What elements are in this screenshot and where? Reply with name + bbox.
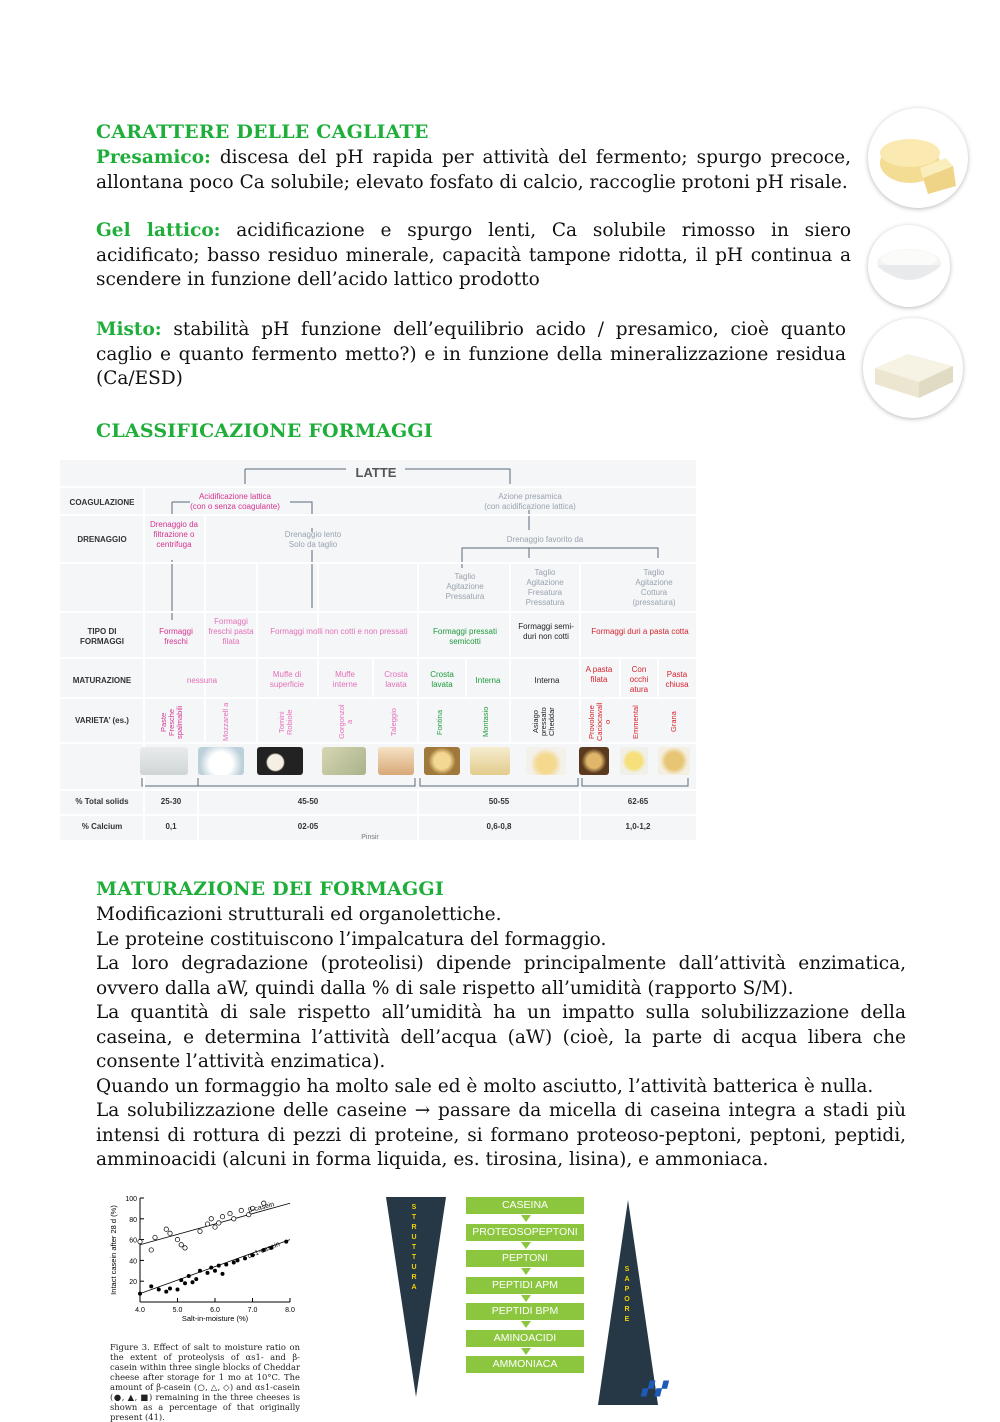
beta-casein-point xyxy=(213,1225,217,1229)
thumb-montasio xyxy=(470,747,510,775)
step-arrow xyxy=(521,1348,531,1355)
step-peptidi-apm: PEPTIDI APM xyxy=(466,1277,584,1294)
row-label-drenaggio: DRENAGGIO xyxy=(77,535,127,544)
step-arrow xyxy=(521,1295,531,1302)
section-title-classificazione: CLASSIFICAZIONE FORMAGGI xyxy=(96,420,433,442)
matur-interna-1: Interna xyxy=(475,676,501,685)
alpha-casein-point xyxy=(164,1290,168,1294)
latte-label: LATTE xyxy=(355,465,397,480)
alpha-casein-point xyxy=(284,1240,288,1244)
beta-casein-point xyxy=(183,1246,187,1250)
maturazione-line-3: La loro degradazione (proteolisi) dipende principalmente dall’attività enzimatica, ovvero dalla aW, quindi dalla % di sale rispetto all’umidità (rapporto S/M). xyxy=(96,953,906,999)
step-arrow xyxy=(521,1242,531,1249)
maturazione-line-6: La solubilizzazione delle caseine → passare da micella di caseina integra a stadi più intensi di rottura di pezzi di proteine, si formano proteoso-peptoni, peptoni, peptidi, amminoacidi (alcuni in forma liquida, es. tirosina, lisina), e ammoniaca. xyxy=(96,1100,906,1170)
paragraph-misto xyxy=(96,318,846,392)
alpha-casein-point xyxy=(221,1272,225,1276)
text-presamico: discesa del pH rapida per attività del fermento; spurgo precoce, allontana poco Ca solubile; elevato fosfato di calcio, raccoglie protoni pH risale. xyxy=(96,147,851,193)
label-gel-lattico: Gel lattico: xyxy=(96,220,221,241)
varieta-emmental: Emmental xyxy=(631,705,640,739)
maturazione-text xyxy=(96,903,906,1173)
chart-caption: Figure 3. Effect of salt to moisture ratio on the extent of proteolysis of αs1- and β-casein within three single blocks of Cheddar cheese after storage for 1 mo at 10°C. The amount of β-casein (○, △, ◇) and αs1-casein (●, ▲, ■) remaining in the three cheeses is shown as a percentage of that originally present (41). xyxy=(110,1342,300,1422)
classification-table xyxy=(60,460,696,840)
process-1: Taglio Agitazione Pressatura xyxy=(445,572,485,601)
matur-muffe-superficie: Muffe di superficie xyxy=(269,670,305,689)
matur-muffe-interne: Muffe interne xyxy=(332,670,358,689)
step-ammoniaca: AMMONIACA xyxy=(466,1356,584,1373)
ricotta-bowl-image xyxy=(868,225,950,307)
maturazione-line-2: Le proteine costituiscono l’impalcatura del formaggio. xyxy=(96,928,607,950)
label-misto: Misto: xyxy=(96,319,162,340)
alpha-casein-point xyxy=(243,1256,247,1260)
beta-casein-label: β-casein xyxy=(247,1201,276,1215)
calcium-1: 0,1 xyxy=(165,822,177,831)
matur-crosta-lavata-2: Crosta lavata xyxy=(430,670,454,689)
matur-interna-2: Interna xyxy=(534,676,560,685)
y-tick-label: 40 xyxy=(129,1258,137,1266)
maturazione-line-1: Modificazioni strutturali ed organolettiche. xyxy=(96,904,502,925)
alpha-casein-point xyxy=(213,1269,217,1273)
coag-rennet-label: Azione presamica (con acidificazione lattica) xyxy=(484,492,576,511)
process-2: Taglio Agitazione Fresatura Pressatura xyxy=(525,568,565,607)
beta-casein-point xyxy=(220,1215,224,1219)
step-caseina: CASEINA xyxy=(466,1197,584,1214)
dren-lento-label: Drenaggio lento Solo da taglio xyxy=(284,530,342,549)
row-label-calcium: % Calcium xyxy=(81,822,123,831)
row-label-total-solids: % Total solids xyxy=(75,797,129,806)
alpha-casein-point xyxy=(176,1288,180,1292)
matur-crosta-lavata-1: Crosta lavata xyxy=(384,670,408,689)
text-misto: stabilità pH funzione dell’equilibrio acido / presamico, cioè quanto caglio e quanto fermento metto?) e in funzione della mineralizzazione residua (Ca/ESD) xyxy=(96,319,846,389)
solids-4: 62-65 xyxy=(627,797,649,806)
varieta-grana: Grana xyxy=(669,711,678,733)
beta-casein-point xyxy=(198,1229,202,1233)
x-tick-label: 5.0 xyxy=(172,1307,183,1314)
beta-casein-point xyxy=(205,1222,209,1226)
matur-nessuna: nessuna xyxy=(186,676,218,685)
row-label-coagulazione: COAGULAZIONE xyxy=(69,498,135,507)
dren-fav-label: Drenaggio favorito da xyxy=(506,535,584,544)
chart-svg xyxy=(106,1190,306,1340)
section-title-cagliate: CARATTERE DELLE CAGLIATE xyxy=(96,121,429,143)
beta-casein-point xyxy=(239,1208,243,1212)
row-label-tipo: TIPO DI FORMAGGI xyxy=(80,627,124,646)
step-arrow xyxy=(521,1321,531,1328)
beta-casein-point xyxy=(209,1217,213,1221)
matur-pasta-chiusa: Pasta chiusa xyxy=(665,670,689,689)
y-tick-label: 60 xyxy=(129,1237,137,1245)
beta-casein-point xyxy=(138,1239,142,1243)
beta-casein-point xyxy=(164,1227,168,1231)
y-tick-label: 20 xyxy=(129,1279,137,1287)
thumb-emmental xyxy=(620,747,648,775)
matur-occhi: Con occhi atura xyxy=(629,665,649,694)
tipo-pasta-filata: Formaggi freschi pasta filata xyxy=(208,617,254,646)
solids-3: 50-55 xyxy=(488,797,510,806)
alpha-casein-point xyxy=(191,1280,195,1284)
y-tick-label: 80 xyxy=(129,1216,137,1224)
varieta-mozzarella: Mozzarell a xyxy=(221,702,230,742)
step-arrow xyxy=(521,1268,531,1275)
maturazione-line-5: Quando un formaggio ha molto sale ed è molto asciutto, l’attività batterica è nulla. xyxy=(96,1075,874,1097)
varieta-gorgonzola: Gorgonzol a xyxy=(337,704,354,740)
varieta-fontina: Fontina xyxy=(435,709,444,735)
paragraph-presamico xyxy=(96,146,851,195)
beta-casein-point xyxy=(168,1231,172,1235)
tofu-block-image xyxy=(863,318,963,418)
classification-connectors xyxy=(60,460,696,840)
thumb-tomini xyxy=(257,747,303,775)
row-label-varieta: VARIETA’ (es.) xyxy=(75,716,129,725)
label-presamico: Presamico: xyxy=(96,147,211,168)
row-label-maturazione: MATURAZIONE xyxy=(72,676,132,685)
process-3: Taglio Agitazione Cottura (pressatura) xyxy=(632,568,676,607)
section-title-maturazione: MATURAZIONE DEI FORMAGGI xyxy=(96,878,444,900)
step-arrow xyxy=(521,1215,531,1222)
y-tick-label: 100 xyxy=(125,1196,137,1203)
alpha-casein-point xyxy=(198,1269,202,1273)
alpha-casein-label: αs1-casein xyxy=(246,1240,282,1261)
alpha-casein-point xyxy=(232,1260,236,1264)
tipo-semiduri: Formaggi semi-duri non cotti xyxy=(518,622,574,641)
step-peptoni: PEPTONI xyxy=(466,1250,584,1267)
varieta-asiago: Asiago pressato Cheddar xyxy=(531,707,556,737)
maturazione-line-4: La quantità di sale rispetto all’umidità ha un impatto sulla solubilizzazione della caseina, e determina l’attività dell’acqua (aW) (cioè, la parte di acqua libera che consente l’attività enzimatica). xyxy=(96,1002,906,1072)
alpha-casein-point xyxy=(224,1263,228,1267)
calcium-3: 0,6-0,8 xyxy=(486,822,512,831)
thumb-provolone xyxy=(579,747,609,775)
calcium-4: 1,0-1,2 xyxy=(625,822,651,831)
varieta-paste-fresche: Paste Fresche spalmabili xyxy=(159,705,184,739)
thumb-grana xyxy=(658,747,690,775)
text-gel-lattico: acidificazione e spurgo lenti, Ca solubile rimosso in siero acidificato; basso residuo minerale, capacità tampone ridotta, il pH continua a scendere in funzione dell’acido lattico prodotto xyxy=(96,220,851,290)
step-peptidi-bpm: PEPTIDI BPM xyxy=(466,1303,584,1320)
thumb-asiago xyxy=(526,747,566,775)
thumb-taleggio xyxy=(378,747,414,775)
table-footnote: Pinsir xyxy=(361,834,379,840)
step-aminoacidi: AMINOACIDI xyxy=(466,1330,584,1347)
alpha-casein-point xyxy=(209,1266,213,1270)
beta-casein-point xyxy=(153,1235,157,1239)
x-tick-label: 8.0 xyxy=(285,1307,295,1314)
dren-filtr-label: Drenaggio da filtrazione o centrifuga xyxy=(149,520,199,549)
varieta-provolone: Provolone Caciocavall o xyxy=(587,702,612,742)
thumb-fontina xyxy=(424,747,460,775)
alpha-casein-point xyxy=(217,1264,221,1268)
alpha-casein-point xyxy=(138,1292,142,1296)
beta-casein-point xyxy=(232,1217,236,1221)
sapore-label: S A P O R E xyxy=(624,1266,630,1323)
x-tick-label: 7.0 xyxy=(247,1307,258,1314)
x-tick-label: 6.0 xyxy=(210,1307,220,1314)
alpha-casein-point xyxy=(183,1281,187,1285)
alpha-casein-point xyxy=(187,1274,191,1278)
alpha-casein-point xyxy=(194,1277,198,1281)
thumb-gorgonzola xyxy=(322,747,366,775)
beta-casein-point xyxy=(228,1211,232,1215)
varieta-tomini: Tomini Robiole xyxy=(277,709,294,735)
tipo-duri: Formaggi duri a pasta cotta xyxy=(591,627,689,636)
matur-pasta-filata: A pasta filata xyxy=(585,665,613,684)
varieta-montasio: Montasio xyxy=(481,706,490,738)
struttura-label: S T R U T T U R A xyxy=(411,1204,417,1291)
y-axis-label: Intact casein after 28 d (%) xyxy=(109,1205,118,1295)
solids-1: 25-30 xyxy=(160,797,182,806)
alpha-casein-point xyxy=(149,1284,153,1288)
beta-casein-point xyxy=(217,1221,221,1225)
x-tick-label: 4.0 xyxy=(135,1307,145,1314)
beta-casein-point xyxy=(175,1237,179,1241)
alpha-casein-point xyxy=(157,1288,161,1292)
alpha-casein-point xyxy=(168,1286,172,1290)
beta-casein-point xyxy=(149,1248,153,1252)
thumb-paste-fresche xyxy=(140,747,188,775)
alpha-casein-point xyxy=(206,1271,210,1275)
tipo-freschi: Formaggi freschi xyxy=(159,627,193,646)
tipo-semicotti: Formaggi pressati semicotti xyxy=(432,627,498,646)
alpha-casein-point xyxy=(236,1258,240,1262)
step-proteosopeptoni: PROTEOSOPEPTONI xyxy=(466,1224,584,1241)
alpha-casein-point xyxy=(179,1278,183,1282)
paragraph-gel-lattico xyxy=(96,219,851,293)
calcium-2: 02-05 xyxy=(297,822,319,831)
x-axis-label: Salt-in-moisture (%) xyxy=(181,1314,249,1323)
coag-acid-label: Acidificazione lattica (con o senza coagulante) xyxy=(190,492,280,511)
thumb-mozzarella xyxy=(198,747,244,775)
varieta-taleggio: Taleggio xyxy=(389,708,398,736)
page-logo-mark: ▞ ▞ xyxy=(642,1381,666,1396)
solids-2: 45-50 xyxy=(297,797,319,806)
cheese-wheel-image xyxy=(868,108,968,208)
beta-casein-point xyxy=(179,1243,183,1247)
tipo-molli: Formaggi molli non cotti e non pressati xyxy=(270,627,408,636)
